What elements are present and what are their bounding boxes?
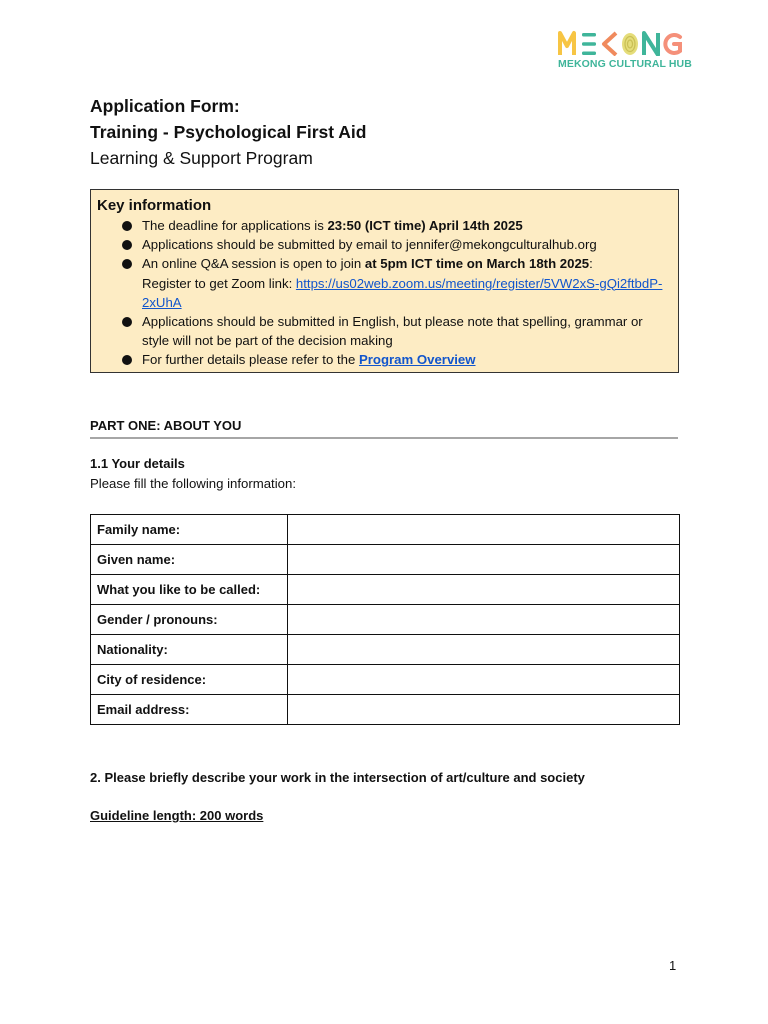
training-title: Training - Psychological First Aid	[90, 122, 367, 142]
table-row	[91, 575, 680, 605]
bullet-icon	[122, 355, 132, 365]
deadline-date: 23:50 (ICT time) April 14th 2025	[327, 218, 523, 233]
bullet-icon	[122, 259, 132, 269]
nationality-label: Nationality:	[91, 635, 288, 665]
key-info-deadline: The deadline for applications is 23:50 (ICT time) April 14th 2025	[97, 216, 672, 235]
bullet-icon	[122, 221, 132, 231]
key-info-further-details: For further details please refer to the Program Overview	[97, 350, 672, 369]
family-name-field[interactable]	[288, 515, 680, 545]
program-subtitle: Learning & Support Program	[90, 148, 313, 168]
logo-letter-k	[604, 33, 616, 55]
key-information-list	[97, 216, 672, 370]
gender-pronouns-field[interactable]	[288, 605, 680, 635]
guideline-length: Guideline length: 200 words	[90, 808, 264, 823]
table-row	[91, 635, 680, 665]
preferred-name-label: What you like to be called:	[91, 575, 288, 605]
key-information-box	[90, 189, 679, 373]
part-one-heading: PART ONE: ABOUT YOU	[90, 418, 678, 439]
nationality-field[interactable]	[288, 635, 680, 665]
city-of-residence-field[interactable]	[288, 665, 680, 695]
logo-letter-m	[560, 33, 574, 55]
bullet-icon	[122, 240, 132, 250]
your-details-heading: 1.1 Your details	[90, 456, 185, 471]
mekong-wordmark-logo	[558, 30, 684, 56]
qa-session-time: at 5pm ICT time on March 18th 2025	[364, 256, 590, 272]
zoom-registration-link[interactable]: https://us02web.zoom.us/meeting/register/5VW2xS-gQi2ftbdP-2xUhA	[142, 275, 663, 310]
key-info-submission-email: Applications should be submitted by email to jennifer@mekongculturalhub.org	[97, 235, 672, 254]
table-row	[91, 515, 680, 545]
logo-subtitle: MEKONG CULTURAL HUB	[558, 58, 692, 70]
table-row	[91, 545, 680, 575]
key-info-qa-session: An online Q&A session is open to join at 5pm ICT time on March 18th 2025: Register to get Zoom link: https://us02web.zoom.us/meeting/register/5VW2xS-gQi2ftbdP-2xUhA	[97, 254, 672, 312]
family-name-label: Family name:	[91, 515, 288, 545]
preferred-name-field[interactable]	[288, 575, 680, 605]
table-row	[91, 695, 680, 725]
program-overview-link[interactable]: Program Overview	[358, 352, 476, 368]
table-row	[91, 665, 680, 695]
logo-letter-n	[644, 33, 658, 55]
logo-letter-e	[582, 33, 596, 37]
page-number: 1	[669, 958, 677, 973]
key-information-title: Key information	[97, 197, 212, 214]
given-name-field[interactable]	[288, 545, 680, 575]
your-details-instructions: Please fill the following information:	[90, 476, 296, 491]
table-row	[91, 605, 680, 635]
email-address-field[interactable]	[288, 695, 680, 725]
mekong-cultural-hub-logo	[558, 30, 692, 70]
logo-letter-g	[665, 35, 680, 53]
email-address-label: Email address:	[91, 695, 288, 725]
question-2-prompt: 2. Please briefly describe your work in the intersection of art/culture and society	[90, 770, 585, 785]
form-title: Application Form:	[90, 96, 240, 116]
form-header	[90, 93, 690, 171]
given-name-label: Given name:	[91, 545, 288, 575]
gender-pronouns-label: Gender / pronouns:	[91, 605, 288, 635]
key-info-language: Applications should be submitted in English, but please note that spelling, grammar or style will not be part of the decision making	[97, 312, 672, 350]
city-of-residence-label: City of residence:	[91, 665, 288, 695]
personal-details-table	[90, 514, 680, 725]
bullet-icon	[122, 317, 132, 327]
